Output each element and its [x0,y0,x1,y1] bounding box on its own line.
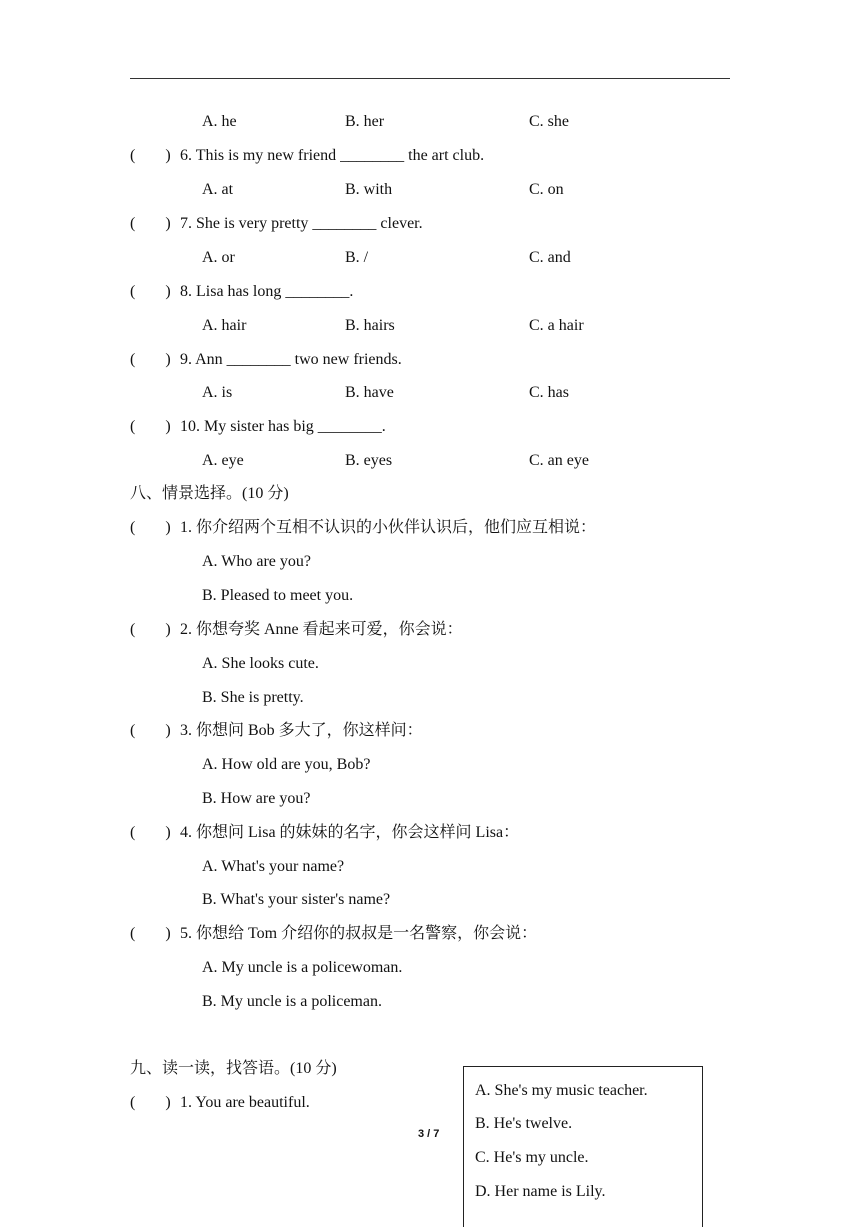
answer-b: B. He's twelve. [475,1115,573,1132]
match-question-1: ( ) 1. You are beautiful. [130,1094,310,1111]
answer-blank: ( ) [130,147,171,164]
s4-option-b: B. What's your sister's name? [202,891,391,908]
q9-option-b: B. have [345,384,394,401]
question-7: ( ) 7. She is very pretty ________ clever. [130,215,423,232]
q6-option-c: C. on [529,181,564,198]
answer-blank: ( ) [130,215,171,232]
q7-option-b: B. / [345,249,369,266]
section-9-heading: 九、读一读，找答语。(10 分) [130,1060,337,1077]
q10-option-a: A. eye [202,452,244,469]
question-8: ( ) 8. Lisa has long ________. [130,283,354,300]
q5-option-c: C. she [529,113,569,130]
question-6: ( ) 6. This is my new friend ________ the art club. [130,147,485,164]
q6-option-b: B. with [345,181,393,198]
answer-blank: ( ) [130,925,171,942]
situation-question-1: ( ) 1. 你介绍两个互相不认识的小伙伴认识后，他们应互相说： [130,519,597,536]
s2-option-b: B. She is pretty. [202,689,304,706]
q10-option-b: B. eyes [345,452,393,469]
question-10: ( ) 10. My sister has big ________. [130,418,386,435]
q7-option-c: C. and [529,249,571,266]
answer-blank: ( ) [130,621,171,638]
answer-blank: ( ) [130,824,171,841]
answer-blank: ( ) [130,722,171,739]
answer-a: A. She's my music teacher. [475,1082,648,1099]
q9-option-c: C. has [529,384,569,401]
situation-question-5: ( ) 5. 你想给 Tom 介绍你的叔叔是一名警察，你会说： [130,925,538,942]
answer-c: C. He's my uncle. [475,1149,589,1166]
s1-option-a: A. Who are you? [202,553,311,570]
answer-blank: ( ) [130,351,171,368]
answer-blank: ( ) [130,283,171,300]
q8-option-a: A. hair [202,317,247,334]
answer-blank: ( ) [130,418,171,435]
situation-question-3: ( ) 3. 你想问 Bob 多大了，你这样问： [130,722,423,739]
situation-question-2: ( ) 2. 你想夸奖 Anne 看起来可爱，你会说： [130,621,463,638]
q5-option-b: B. her [345,113,385,130]
q10-option-c: C. an eye [529,452,589,469]
q8-option-c: C. a hair [529,317,584,334]
q5-option-a: A. he [202,113,237,130]
s5-option-b: B. My uncle is a policeman. [202,993,382,1010]
question-9: ( ) 9. Ann ________ two new friends. [130,351,402,368]
answer-blank: ( ) [130,519,171,536]
s3-option-b: B. How are you? [202,790,311,807]
q6-option-a: A. at [202,181,234,198]
page-number: 3 / 7 [418,1128,440,1140]
s4-option-a: A. What's your name? [202,858,345,875]
s2-option-a: A. She looks cute. [202,655,319,672]
answer-box [463,1066,703,1227]
header-rule [130,78,730,79]
q9-option-a: A. is [202,384,233,401]
situation-question-4: ( ) 4. 你想问 Lisa 的妹妹的名字，你会这样问 Lisa： [130,824,520,841]
answer-d: D. Her name is Lily. [475,1183,606,1200]
s1-option-b: B. Pleased to meet you. [202,587,354,604]
section-8-heading: 八、情景选择。(10 分) [130,485,289,502]
answer-blank: ( ) [130,1094,171,1111]
s5-option-a: A. My uncle is a policewoman. [202,959,403,976]
s3-option-a: A. How old are you, Bob? [202,756,371,773]
q7-option-a: A. or [202,249,235,266]
q8-option-b: B. hairs [345,317,395,334]
